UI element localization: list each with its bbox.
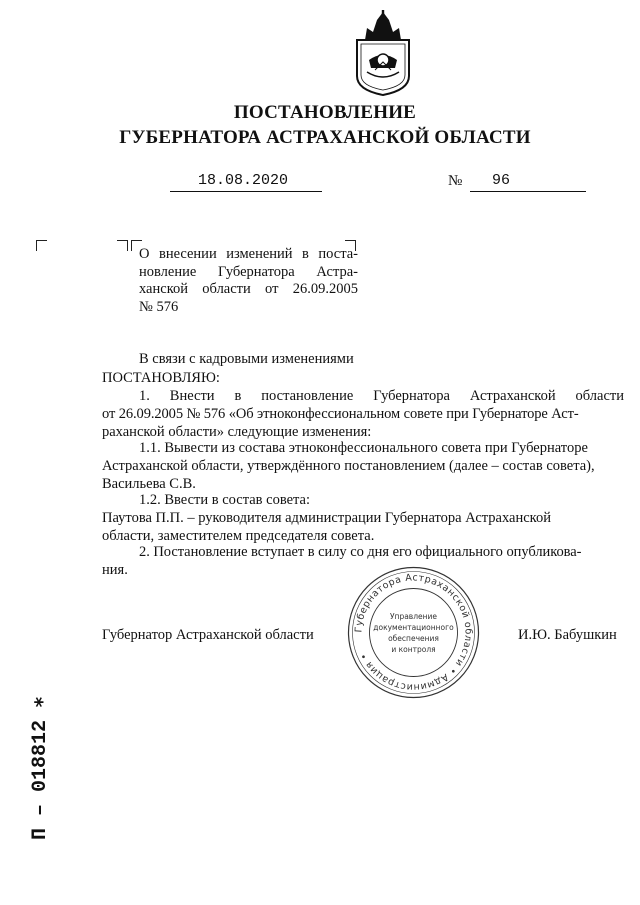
document-number: 96 [470,172,586,192]
paragraph-1-2-line: Паутова П.П. – руководителя администрации Губернатора Астраханской [102,510,551,526]
document-title: ПОСТАНОВЛЕНИЕ [233,102,417,123]
serial-number: П – 018812 ∗ [29,695,52,840]
paragraph-1-line: от 26.09.2005 № 576 «Об этноконфессиональном совете при Губернаторе Аст- [102,406,579,422]
stamp-ring-text: Губернатора Астраханской области • Администрация • [353,572,474,693]
coat-of-arms-emblem [353,10,413,96]
document-date: 18.08.2020 [170,172,322,192]
paragraph-1-1-line: Астраханской области, утверждённого постановлением (далее – состав совета), [102,458,595,474]
stamp-center-line: обеспечения [388,634,439,643]
subject-block [139,246,358,316]
decree-word: ПОСТАНОВЛЯЮ: [102,370,220,386]
subject-line: № 576 [139,298,179,315]
subject-line: О внесении изменений в поста- [139,246,358,262]
paragraph-2-line: ния. [102,562,128,578]
paragraph-1-line: раханской области» следующие изменения: [102,424,372,440]
preamble: В связи с кадровыми изменениями [139,351,354,367]
paragraph-1-line: 1. Внести в постановление Губернатора Астраханской области [139,388,624,404]
signature-name: И.Ю. Бабушкин [518,627,617,643]
paragraph-1-2-line: области, заместителем председателя совета. [102,528,375,544]
svg-text:Губернатора Астраханской облас [353,572,473,692]
stamp-center-line: документационного [373,623,454,632]
signature-position: Губернатор Астраханской области [102,627,314,643]
subject-line: новление Губернатора Астра- [139,263,358,280]
document-issuer: ГУБЕРНАТОРА АСТРАХАНСКОЙ ОБЛАСТИ [119,127,531,148]
corner-mark [117,240,128,251]
stamp-center-line: Управление [389,612,438,621]
official-stamp [346,565,481,700]
corner-mark [36,240,47,251]
paragraph-1-1-line: Васильева С.В. [102,476,196,492]
paragraph-1-2-line: 1.2. Ввести в состав совета: [139,492,310,508]
subject-line: ханской области от 26.09.2005 [139,281,358,297]
paragraph-1-1-line: 1.1. Вывести из состава этноконфессионального совета при Губернаторе [139,440,588,456]
paragraph-2-line: 2. Постановление вступает в силу со дня его официального опубликова- [139,544,582,560]
stamp-center-line: и контроля [391,645,436,654]
number-sign: № [448,173,463,189]
